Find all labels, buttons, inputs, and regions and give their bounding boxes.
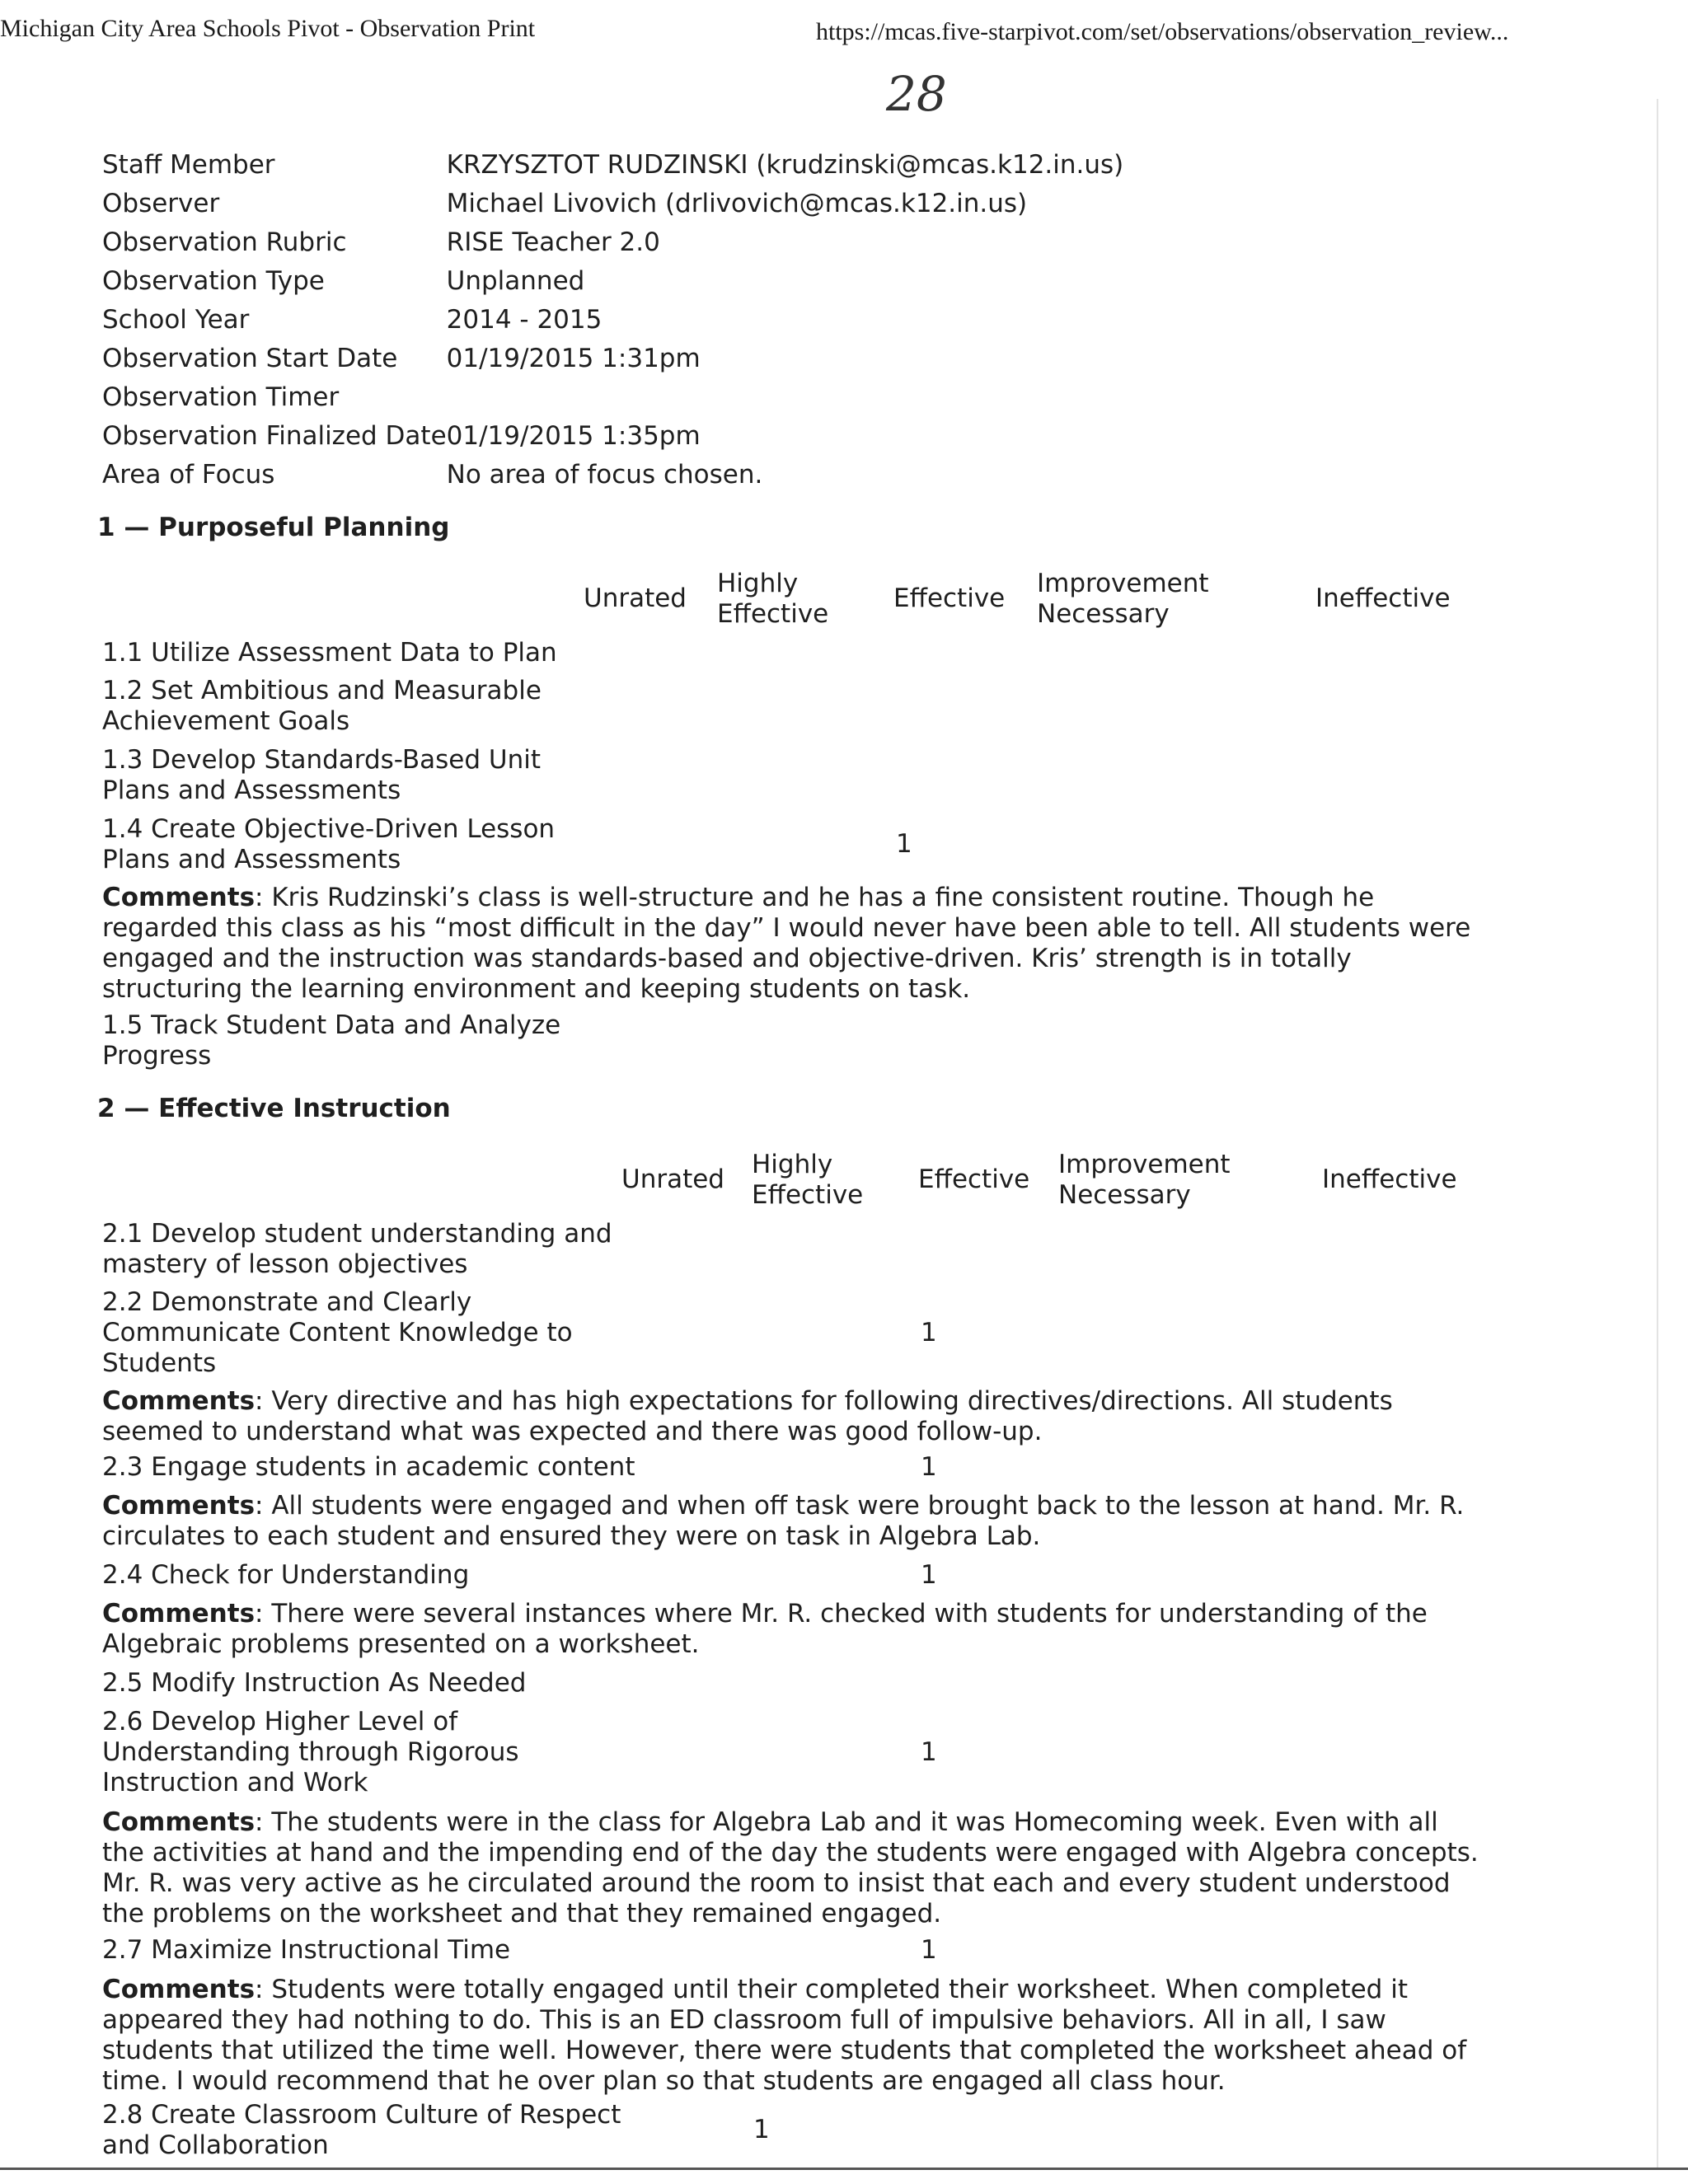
meta-label: Staff Member — [102, 149, 275, 180]
comment-label: Comments — [102, 1807, 256, 1837]
print-header-url: https://mcas.five-starpivot.com/set/observations/observation_review... — [816, 18, 1509, 45]
comment — [102, 1599, 1487, 1660]
meta-value: RISE Teacher 2.0 — [446, 227, 660, 257]
meta-value: No area of focus chosen. — [446, 459, 763, 490]
observation-metadata — [102, 145, 1123, 494]
rubric-item-label: 2.3 Engage students in academic content — [102, 1452, 635, 1482]
rubric-item — [102, 814, 912, 875]
comment — [102, 1491, 1487, 1552]
meta-value: Unplanned — [446, 265, 585, 296]
rating-header-effective: Effective — [918, 1165, 1030, 1194]
rubric-item — [102, 1287, 937, 1379]
comment-label: Comments — [102, 1491, 256, 1521]
handwritten-page-number: 28 — [886, 66, 947, 122]
comment-text: : Kris Rudzinski’s class is well-structure and he has a fine consistent routine. Though he regarded this class as his “most difficult in the day” I would never have been able to tell. All students were engaged and the instruction was standards-based and objective-driven. Kris’ strength is in totally structuring the learning environment and keeping students on task. — [102, 883, 1471, 1004]
meta-value — [447, 377, 1124, 416]
meta-row — [102, 339, 1123, 377]
rubric-item — [102, 1219, 613, 1280]
rating-effective-value: 1 — [896, 829, 912, 859]
meta-value: 2014 - 2015 — [446, 304, 603, 335]
meta-value: Michael Livovich (drlivovich@mcas.k12.in.us) — [446, 188, 1028, 218]
comment-text: : The students were in the class for Algebra Lab and it was Homecoming week. Even with all the activities at hand and the impending end of the day the students were engaged with Algebra concepts. Mr. R. was very active as he circulated around the room to insist that each and every student understood the problems on the worksheet and that they remained engaged. — [102, 1807, 1479, 1929]
comment-text: : Very directive and has high expectations for following directives/directions. All students seemed to understand what was expected and there was good follow-up. — [102, 1386, 1393, 1446]
meta-label: Observation Rubric — [102, 227, 347, 257]
rubric-item — [102, 1452, 937, 1483]
meta-value: 01/19/2015 1:35pm — [446, 420, 701, 451]
meta-value: 01/19/2015 1:31pm — [446, 343, 701, 373]
meta-label: Area of Focus — [102, 459, 275, 490]
comment-text: : All students were engaged and when off task were brought back to the lesson at hand. Mr. R. circulates to each student and ensured they were on task in Algebra Lab. — [102, 1491, 1465, 1551]
rating-header-improvement: Necessary — [1037, 599, 1170, 629]
comment — [102, 1807, 1487, 1929]
rubric-item — [102, 1935, 937, 1966]
rating-header-highly: Highly — [717, 569, 799, 598]
meta-label: School Year — [102, 304, 250, 335]
rating-effective-value: 1 — [921, 1935, 937, 1965]
rating-header-highly: Effective — [752, 1180, 864, 1210]
meta-value: KRZYSZTOT RUDZINSKI (krudzinski@mcas.k12.in.us) — [446, 149, 1124, 180]
rubric-item-label: 2.4 Check for Understanding — [102, 1560, 470, 1590]
meta-row — [102, 184, 1123, 223]
meta-row — [102, 416, 1123, 455]
meta-row — [102, 377, 1123, 416]
rubric-item-label: 2.7 Maximize Instructional Time — [102, 1935, 511, 1965]
rubric-item — [102, 676, 564, 737]
print-header-title: Michigan City Area Schools Pivot - Observation Print — [0, 15, 536, 42]
rubric-item — [102, 638, 564, 668]
meta-label: Observation Finalized Date — [102, 420, 447, 451]
rubric-item-label: 1.3 Develop Standards-Based Unit Plans and Assessments — [102, 745, 542, 805]
meta-row — [102, 455, 1123, 494]
meta-label: Observer — [102, 188, 220, 218]
rating-header — [0, 1150, 1688, 1216]
rating-effective-value: 1 — [921, 1318, 937, 1347]
rubric-item-label: 2.8 Create Classroom Culture of Respect and Collaboration — [102, 2100, 621, 2160]
rating-effective-value: 1 — [921, 1452, 937, 1482]
rating-header-improvement: Improvement — [1058, 1150, 1231, 1179]
section-title: 1 — Purposeful Planning — [97, 513, 450, 542]
comment — [102, 1975, 1487, 2097]
comment-label: Comments — [102, 1386, 256, 1416]
rating-header-highly: Effective — [717, 599, 829, 629]
rubric-item-label: 2.2 Demonstrate and Clearly Communicate Content Knowledge to Students — [102, 1287, 573, 1378]
comment-label: Comments — [102, 883, 256, 912]
comment-label: Comments — [102, 1975, 256, 2004]
rubric-item — [102, 1707, 937, 1798]
meta-label: Observation Timer — [102, 382, 340, 412]
rating-effective-value: 1 — [753, 2115, 770, 2144]
rating-header-unrated: Unrated — [621, 1165, 724, 1194]
rubric-item — [102, 1668, 762, 1699]
rating-header-improvement: Improvement — [1037, 569, 1209, 598]
meta-label: Observation Type — [102, 265, 325, 296]
rubric-item — [102, 2100, 770, 2161]
rating-header-unrated: Unrated — [584, 583, 687, 613]
rubric-item — [102, 745, 564, 806]
rating-effective-value: 1 — [921, 1737, 937, 1767]
rubric-item-label: 1.5 Track Student Data and Analyze Progress — [102, 1010, 561, 1071]
comment — [102, 1386, 1487, 1447]
rating-header-ineffective: Ineffective — [1322, 1165, 1457, 1194]
rubric-item-label: 2.6 Develop Higher Level of Understanding through Rigorous Instruction and Work — [102, 1707, 519, 1797]
meta-label: Observation Start Date — [102, 343, 398, 373]
rubric-item — [102, 1560, 937, 1591]
meta-row — [102, 145, 1123, 184]
comment-label: Comments — [102, 1599, 256, 1629]
comment-text: : There were several instances where Mr. R. checked with students for understanding of the Algebraic problems presented on a worksheet. — [102, 1599, 1428, 1659]
rubric-item-label: 1.2 Set Ambitious and Measurable Achievement Goals — [102, 676, 542, 736]
rating-header-ineffective: Ineffective — [1315, 583, 1451, 613]
rubric-item-label: 2.5 Modify Instruction As Needed — [102, 1668, 527, 1698]
rating-header-improvement: Necessary — [1058, 1180, 1191, 1210]
page-bottom-rule — [0, 2168, 1688, 2170]
rating-header-effective: Effective — [893, 583, 1006, 613]
meta-row — [102, 223, 1123, 261]
rating-effective-value: 1 — [921, 1560, 937, 1590]
section-title: 2 — Effective Instruction — [97, 1094, 451, 1123]
meta-row — [102, 261, 1123, 300]
comment-text: : Students were totally engaged until their completed their worksheet. When completed it appeared they had nothing to do. This is an ED classroom full of impulsive behaviors. All in all, I saw students that utilized the time well. However, there were students that completed the worksheet ahead of time. I would recommend that he over plan so that students are engaged all class hour. — [102, 1975, 1467, 2096]
page-edge-shadow — [1657, 99, 1658, 2168]
rubric-item — [102, 1010, 564, 1071]
rubric-item-label: 2.1 Develop student understanding and mastery of lesson objectives — [102, 1219, 612, 1279]
print-header — [0, 15, 1688, 48]
rating-header-highly: Highly — [752, 1150, 833, 1179]
comment — [102, 883, 1487, 1005]
meta-row — [102, 300, 1123, 339]
rating-header — [0, 569, 1688, 635]
rubric-item-label: 1.1 Utilize Assessment Data to Plan — [102, 638, 557, 668]
rubric-item-label: 1.4 Create Objective-Driven Lesson Plans and Assessments — [102, 814, 556, 874]
